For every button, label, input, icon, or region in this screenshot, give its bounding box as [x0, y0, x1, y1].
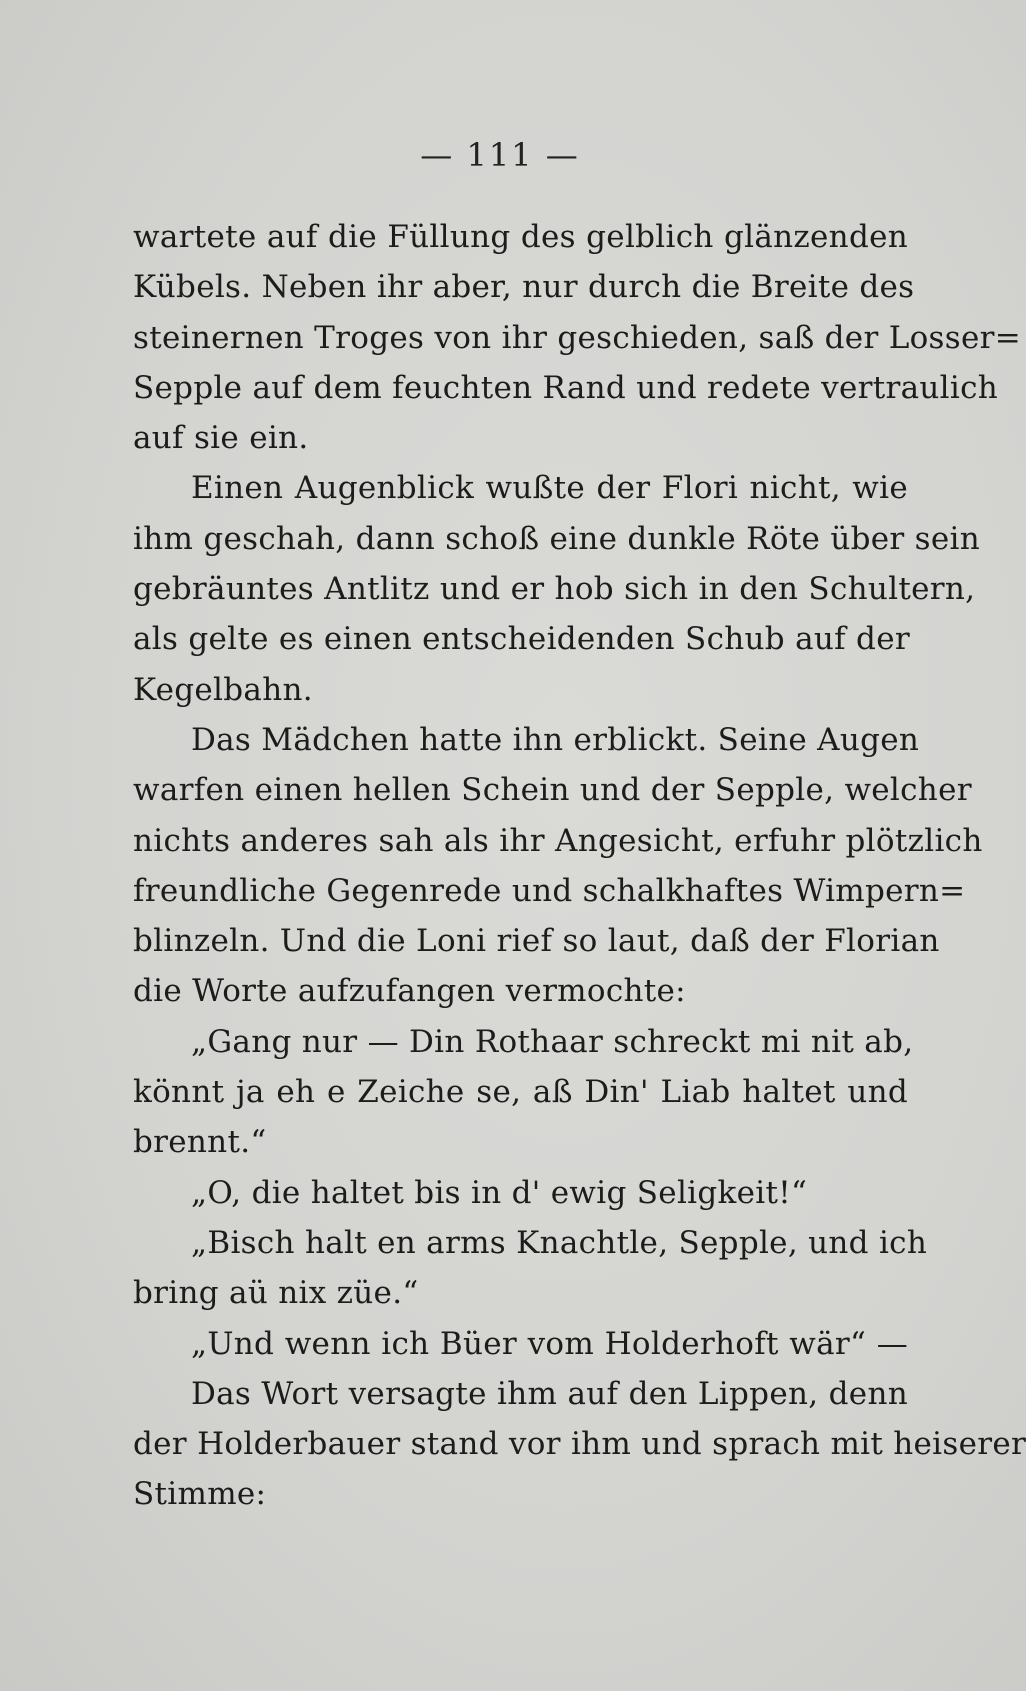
- text-line: blinzeln. Und die Loni rief so laut, daß der Florian: [133, 923, 940, 960]
- text-line: brennt.“: [133, 1124, 267, 1161]
- text-line: gebräuntes Antlitz und er hob sich in den Schultern,: [133, 571, 976, 608]
- text-line: bring aü nix züe.“: [133, 1275, 419, 1312]
- body-text: [133, 212, 1026, 1520]
- text-line: „O, die haltet bis in d' ewig Seligkeit!“: [191, 1174, 808, 1211]
- text-line: der Holderbauer stand vor ihm und sprach mit heiserer: [133, 1426, 1026, 1463]
- text-line: wartete auf die Füllung des gelblich glänzenden: [133, 219, 908, 255]
- text-line: Kübels. Neben ihr aber, nur durch die Breite des: [133, 269, 915, 306]
- text-line: Einen Augenblick wußte der Flori nicht, wie: [191, 470, 908, 507]
- text-line: „Und wenn ich Büer vom Holderhoft wär“ —: [191, 1325, 908, 1362]
- text-line: Kegelbahn.: [133, 671, 313, 708]
- text-line: könnt ja eh e Zeiche se, aß Din' Liab haltet und: [133, 1074, 908, 1111]
- text-line: nichts anderes sah als ihr Angesicht, erfuhr plötzlich: [133, 822, 983, 859]
- text-line: steinernen Troges von ihr geschieden, saß der Losser=: [133, 319, 1022, 356]
- text-line: warfen einen hellen Schein und der Sepple, welcher: [133, 772, 972, 809]
- text-line: „Bisch halt en arms Knachtle, Sepple, und ich: [191, 1224, 928, 1261]
- text-line: freundliche Gegenrede und schalkhaftes Wimpern=: [133, 872, 966, 909]
- text-line: auf sie ein.: [133, 420, 309, 457]
- page-number: — 111 —: [420, 136, 580, 174]
- text-line: Das Mädchen hatte ihn erblickt. Seine Augen: [191, 721, 920, 758]
- text-line: als gelte es einen entscheidenden Schub auf der: [133, 621, 910, 658]
- text-line: „Gang nur — Din Rothaar schreckt mi nit ab,: [191, 1023, 914, 1060]
- text-line: ihm geschah, dann schoß eine dunkle Röte über sein: [133, 520, 981, 557]
- text-line: die Worte aufzufangen vermochte:: [133, 973, 686, 1010]
- text-line: Stimme:: [133, 1476, 267, 1513]
- text-line: Sepple auf dem feuchten Rand und redete vertraulich: [133, 369, 999, 406]
- text-line: Das Wort versagte ihm auf den Lippen, denn: [191, 1375, 908, 1412]
